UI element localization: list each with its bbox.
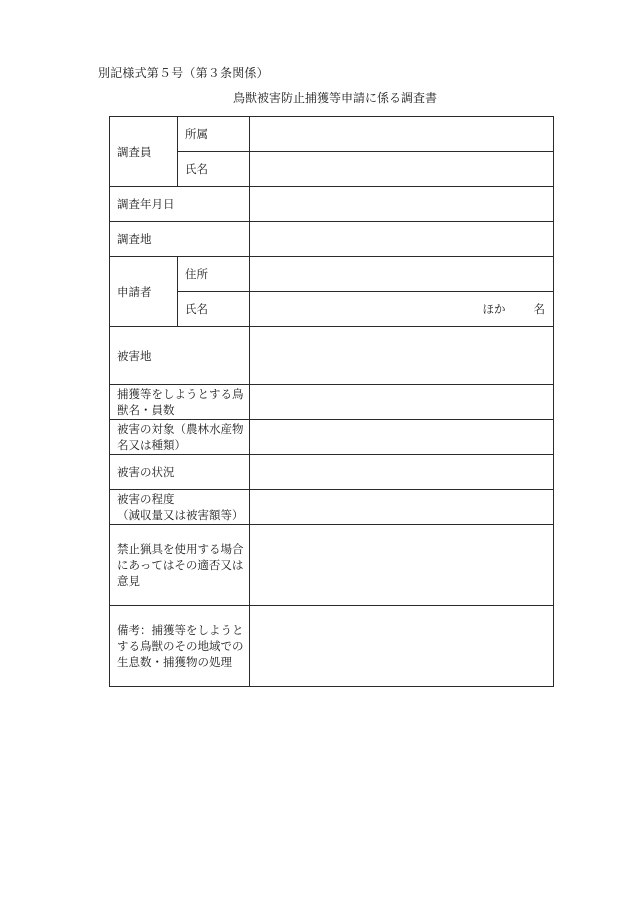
damage-status-label: 被害の状況 — [110, 455, 250, 490]
survey-date-field[interactable] — [250, 187, 554, 222]
damage-site-label: 被害地 — [110, 327, 250, 385]
damage-target-label — [110, 420, 250, 455]
remarks-label-line2: する鳥獣のその地域での — [117, 639, 244, 653]
applicant-label: 申請者 — [110, 257, 178, 327]
damage-target-row — [110, 420, 554, 455]
applicant-address-row — [110, 257, 554, 292]
prohibited-gear-label-line1: 禁止猟具を使用する場合 — [117, 542, 244, 556]
prohibited-gear-row — [110, 525, 554, 606]
investigator-label: 調査員 — [110, 117, 178, 187]
damage-extent-label — [110, 490, 250, 525]
damage-site-row — [110, 327, 554, 385]
prohibited-gear-label — [110, 525, 250, 606]
remarks-label-line3: 生息数・捕獲物の処理 — [117, 655, 232, 669]
investigator-name-label: 氏名 — [178, 152, 250, 187]
applicant-name-suffix — [257, 301, 547, 317]
damage-status-field[interactable] — [250, 455, 554, 490]
person-count-unit: 名 — [533, 302, 545, 316]
investigator-affiliation-field[interactable] — [250, 117, 554, 152]
address-label: 住所 — [178, 257, 250, 292]
damage-extent-label-line2: （減収量又は被害額等） — [117, 508, 244, 522]
target-species-label — [110, 385, 250, 420]
others-text: ほか — [482, 302, 506, 316]
prohibited-gear-label-line3: 意見 — [117, 574, 140, 588]
target-species-label-line2: 獣名・員数 — [117, 403, 175, 417]
damage-status-row — [110, 455, 554, 490]
applicant-name-label: 氏名 — [178, 292, 250, 327]
remarks-field[interactable] — [250, 606, 554, 687]
document-title — [0, 89, 630, 106]
remarks-label-line1: 備考：捕獲等をしようと — [117, 623, 244, 637]
damage-extent-row — [110, 490, 554, 525]
damage-site-field[interactable] — [250, 327, 554, 385]
survey-date-label: 調査年月日 — [110, 187, 250, 222]
damage-target-label-line1: 被害の対象（農林水産物 — [117, 422, 244, 436]
damage-target-label-line2: 名又は種類） — [117, 438, 186, 452]
document-title-text: 鳥獣被害防止捕獲等申請に係る調査書 — [232, 91, 437, 105]
prohibited-gear-field[interactable] — [250, 525, 554, 606]
investigator-name-field[interactable] — [250, 152, 554, 187]
target-species-field[interactable] — [250, 385, 554, 420]
prohibited-gear-label-line2: にあってはその適否又は — [117, 558, 244, 572]
target-species-label-line1: 捕獲等をしようとする鳥 — [117, 387, 244, 401]
survey-site-row — [110, 222, 554, 257]
survey-form-table — [109, 116, 554, 687]
remarks-row — [110, 606, 554, 687]
applicant-name-field[interactable] — [250, 292, 554, 327]
survey-site-label: 調査地 — [110, 222, 250, 257]
damage-extent-field[interactable] — [250, 490, 554, 525]
survey-date-row — [110, 187, 554, 222]
affiliation-label: 所属 — [178, 117, 250, 152]
investigator-affiliation-row — [110, 117, 554, 152]
target-species-row — [110, 385, 554, 420]
remarks-label — [110, 606, 250, 687]
damage-target-field[interactable] — [250, 420, 554, 455]
damage-extent-label-line1: 被害の程度 — [117, 492, 175, 506]
applicant-address-field[interactable] — [250, 257, 554, 292]
survey-site-field[interactable] — [250, 222, 554, 257]
form-number-label: 別記様式第５号（第３条関係） — [98, 66, 269, 80]
